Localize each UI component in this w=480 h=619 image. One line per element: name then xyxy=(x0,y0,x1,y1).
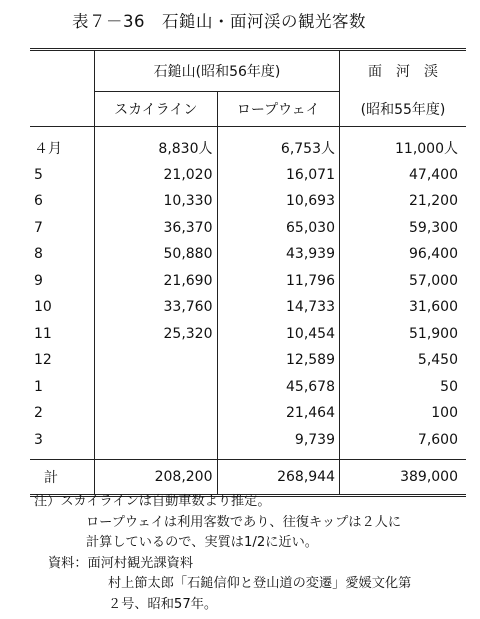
cell-ropeway: 9,739 xyxy=(217,427,340,460)
row-label: 12 xyxy=(34,352,52,369)
cell-ropeway: 11,796 xyxy=(217,268,340,295)
table-row xyxy=(30,241,466,268)
notes-block xyxy=(34,492,411,615)
cell-omogo: 7,600 xyxy=(340,427,467,460)
row-label: 11 xyxy=(34,325,52,342)
cell-omogo: 21,200 xyxy=(340,188,467,215)
row-label: 6 xyxy=(34,193,43,210)
total-row xyxy=(30,460,466,496)
header-ropeway: ロープウェイ xyxy=(217,92,340,127)
table-row xyxy=(30,188,466,215)
cell-skyline xyxy=(95,427,218,460)
total-omogo: 389,000 xyxy=(340,460,467,496)
cell-omogo: 5,450 xyxy=(340,347,467,374)
table-row xyxy=(30,347,466,374)
cell-omogo: 31,600 xyxy=(340,294,467,321)
cell-skyline: 36,370 xyxy=(95,215,218,242)
note-line-1: 注）スカイラインは自動車数より推定。 xyxy=(34,494,271,509)
cell-ropeway: 14,733 xyxy=(217,294,340,321)
row-label: 10 xyxy=(34,299,52,316)
header-row-1 xyxy=(30,50,466,92)
total-label: 計 xyxy=(44,470,58,486)
header-ishizuchi: 石鎚山(昭和56年度) xyxy=(95,50,340,92)
cell-omogo: 51,900 xyxy=(340,321,467,348)
row-label: 9 xyxy=(34,272,43,289)
row-label: 3 xyxy=(34,431,43,448)
cell-skyline: 21,020 xyxy=(95,162,218,189)
cell-omogo: 59,300 xyxy=(340,215,467,242)
note-line-3: 計算しているので、実質は1/2に近い。 xyxy=(86,535,318,550)
table-row xyxy=(30,162,466,189)
row-label: ４月 xyxy=(34,141,62,158)
cell-ropeway: 45,678 xyxy=(217,374,340,401)
table-row xyxy=(30,427,466,460)
note-line-2: ロープウェイは利用客数であり、往復キップは２人に xyxy=(86,514,402,530)
header-omogo-1: 面 河 渓 xyxy=(340,50,467,92)
total-ropeway: 268,944 xyxy=(217,460,340,496)
cell-skyline: 10,330 xyxy=(95,188,218,215)
cell-skyline: 33,760 xyxy=(95,294,218,321)
cell-ropeway: 65,030 xyxy=(217,215,340,242)
cell-skyline xyxy=(95,347,218,374)
header-omogo-2: (昭和55年度) xyxy=(340,92,467,127)
cell-ropeway: 21,464 xyxy=(217,400,340,427)
cell-skyline: 25,320 xyxy=(95,321,218,348)
table-row xyxy=(30,215,466,242)
source-line-1: 資料：面河村観光課資料 xyxy=(48,555,194,571)
row-label: 8 xyxy=(34,246,43,263)
cell-skyline: 50,880 xyxy=(95,241,218,268)
row-label: 7 xyxy=(34,219,43,236)
visitor-table xyxy=(30,48,466,497)
cell-omogo: 96,400 xyxy=(340,241,467,268)
cell-skyline xyxy=(95,400,218,427)
cell-omogo: 57,000 xyxy=(340,268,467,295)
cell-ropeway: 16,071 xyxy=(217,162,340,189)
table-row xyxy=(30,127,466,162)
table-row xyxy=(30,374,466,401)
cell-skyline: 8,830人 xyxy=(95,127,218,162)
cell-ropeway: 6,753人 xyxy=(217,127,340,162)
table-row xyxy=(30,321,466,348)
source-line-3: ２号、昭和57年。 xyxy=(108,596,218,612)
header-skyline: スカイライン xyxy=(95,92,218,127)
source-line-2: 村上節太郎「石鎚信仰と登山道の変遷」愛媛文化第 xyxy=(108,576,412,591)
cell-ropeway: 43,939 xyxy=(217,241,340,268)
cell-ropeway: 12,589 xyxy=(217,347,340,374)
row-label: 1 xyxy=(34,378,43,395)
cell-skyline xyxy=(95,374,218,401)
row-label: 5 xyxy=(34,166,43,183)
cell-omogo: 47,400 xyxy=(340,162,467,189)
cell-omogo: 50 xyxy=(340,374,467,401)
cell-omogo: 11,000人 xyxy=(340,127,467,162)
header-row-2 xyxy=(30,92,466,127)
table-title: 表７－36 石鎚山・面河渓の観光客数 xyxy=(72,12,366,31)
cell-skyline: 21,690 xyxy=(95,268,218,295)
cell-ropeway: 10,693 xyxy=(217,188,340,215)
table-row xyxy=(30,400,466,427)
table-row xyxy=(30,268,466,295)
cell-omogo: 100 xyxy=(340,400,467,427)
total-skyline: 208,200 xyxy=(95,460,218,496)
row-label: 2 xyxy=(34,405,43,422)
cell-ropeway: 10,454 xyxy=(217,321,340,348)
table-row xyxy=(30,294,466,321)
header-blank xyxy=(30,50,95,127)
